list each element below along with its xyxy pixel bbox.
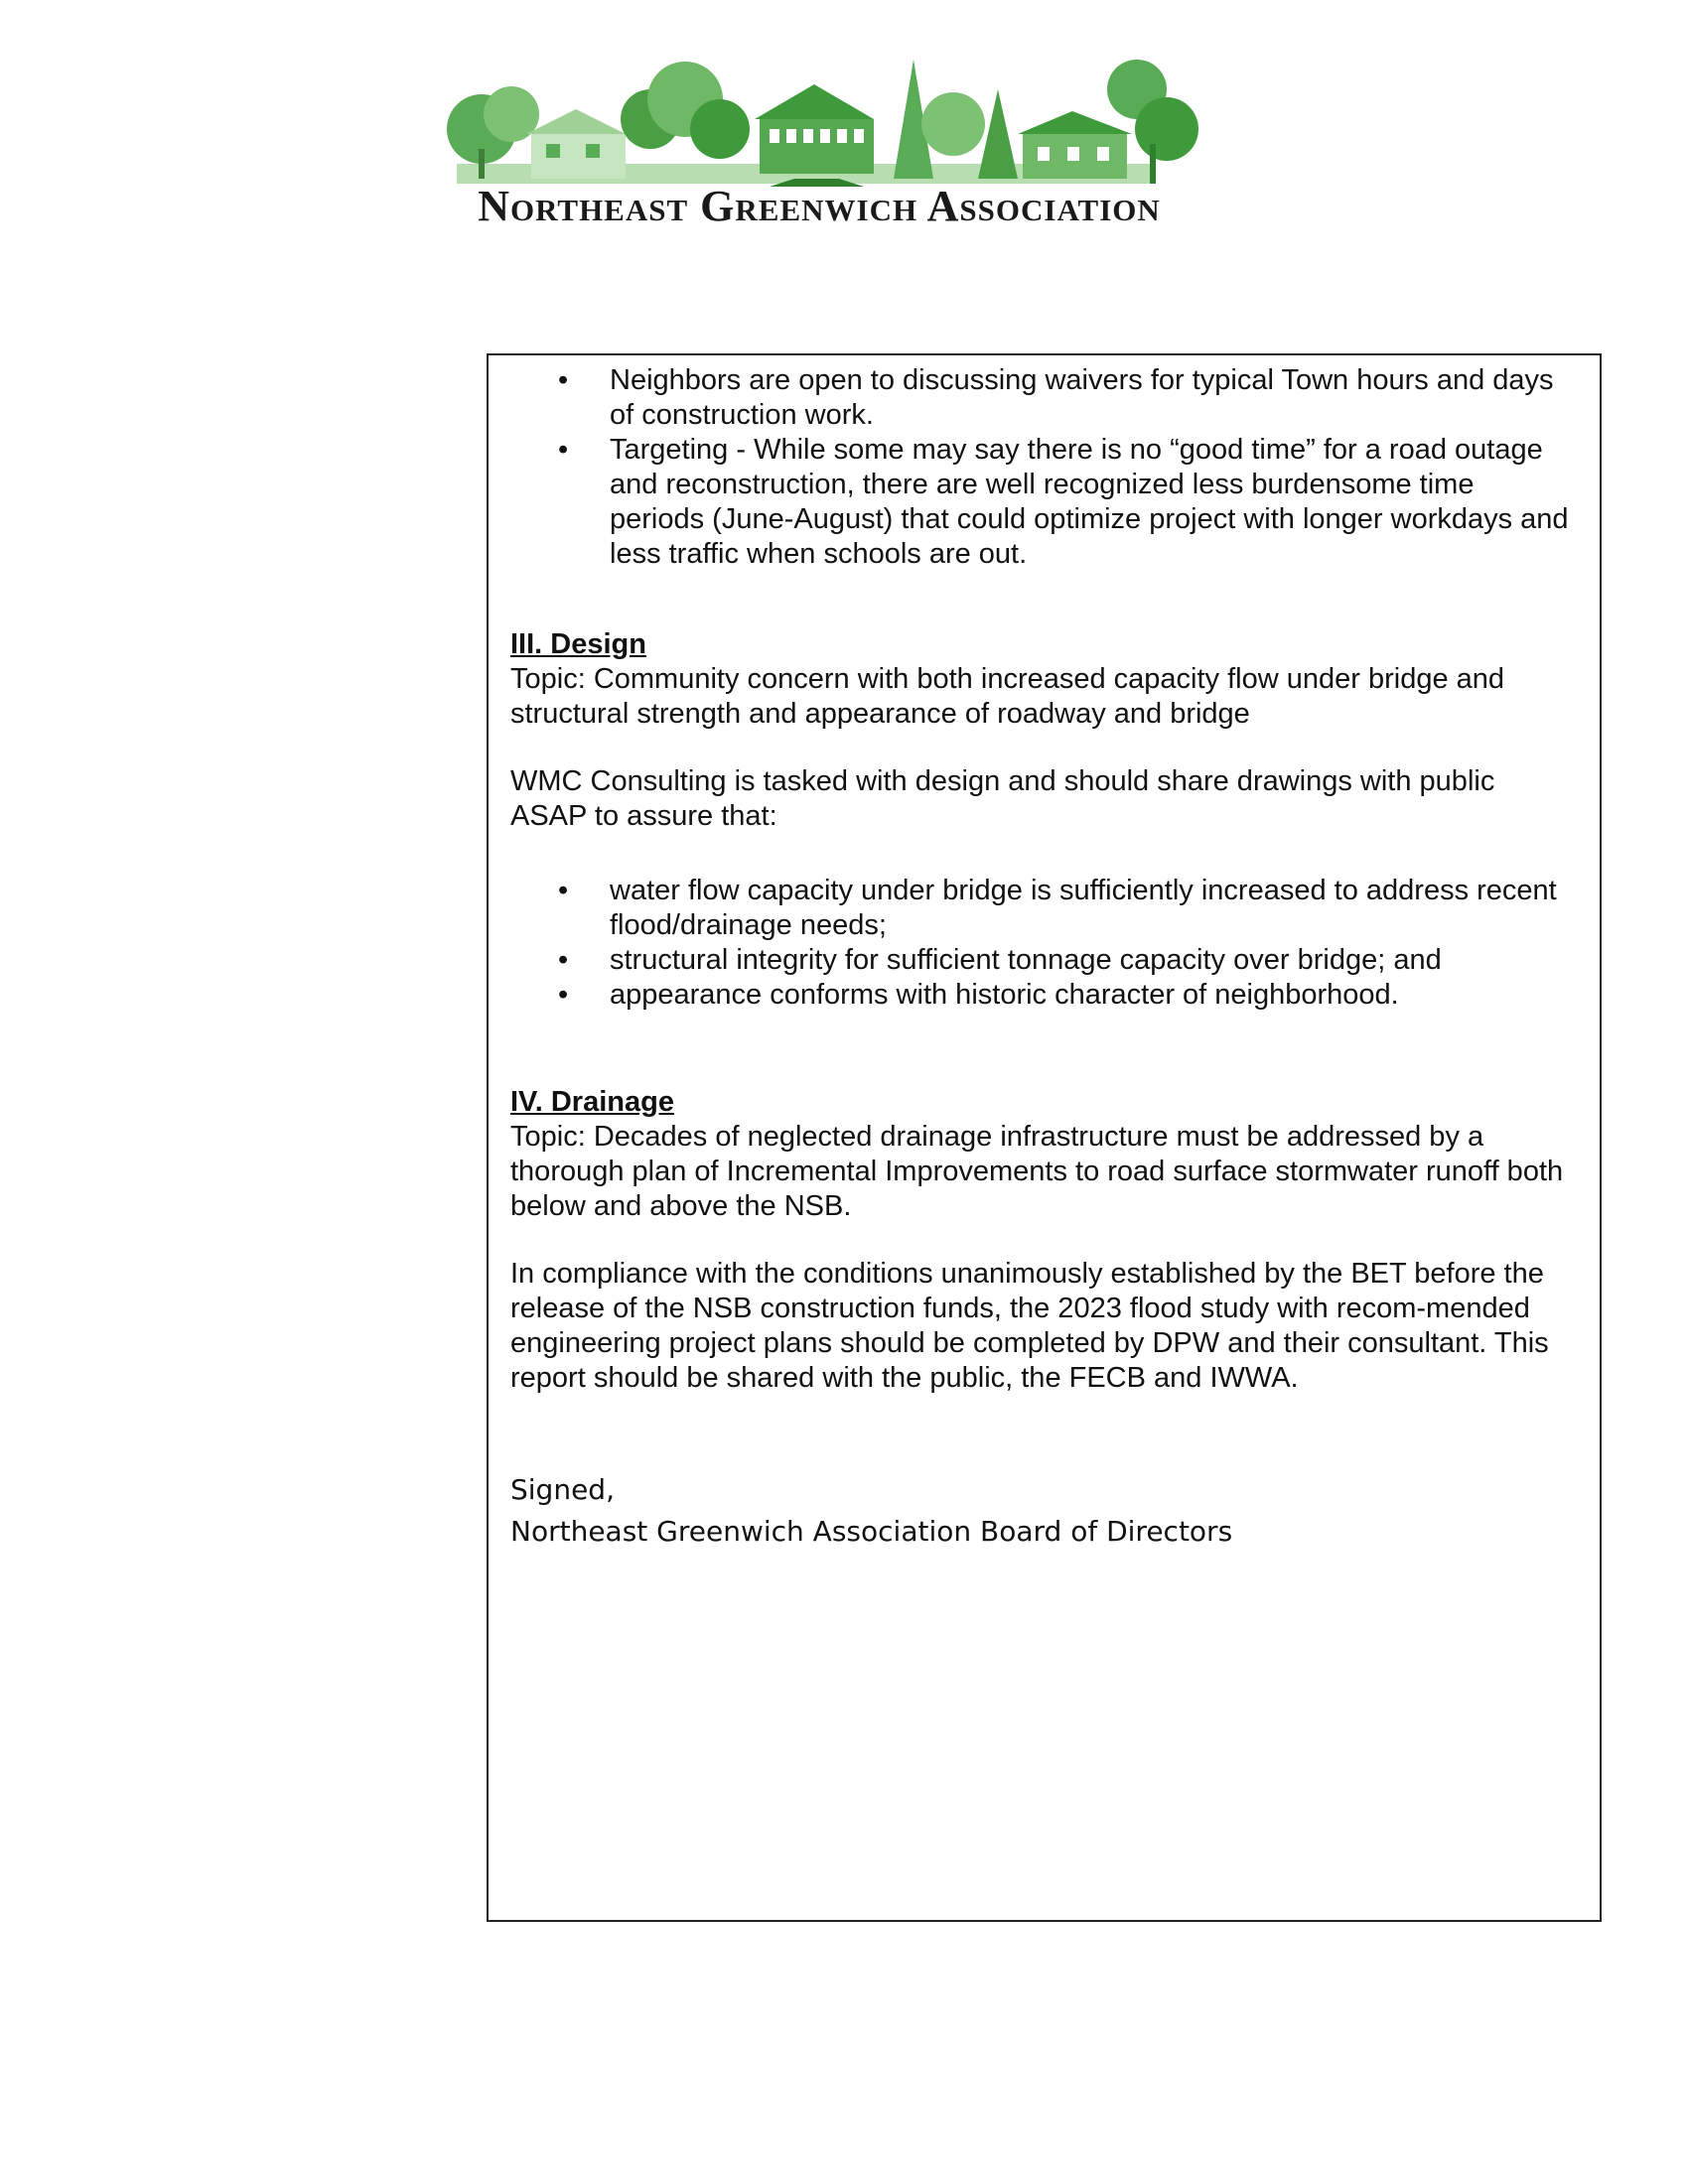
design-heading: III. Design (510, 628, 646, 660)
drainage-heading: IV. Drainage (510, 1086, 674, 1118)
list-item: • Targeting - While some may say there is no “good time” for a road outage and reconstruction, there are well recognized less burdensome time periods (June-August) that could optimize project with longer workdays and less traffic when schools are out. (610, 433, 1573, 572)
drainage-topic: Topic: Decades of neglected drainage infrastructure must be addressed by a thorough plan of Incremental Improvements to road surface stormwater runoff both below and above the NSB. (510, 1121, 1564, 1222)
letterhead (382, 60, 1256, 248)
intro-bullet-list (510, 363, 1573, 572)
drainage-paragraph: In compliance with the conditions unanimously established by the BET before the release of the NSB construction funds, the 2023 flood study with recom-mended engineering project plans should be completed by DPW and their consultant. This report should be shared with the public, the FECB and IWWA. (510, 1258, 1549, 1394)
design-paragraph: WMC Consulting is tasked with design and should share drawings with public ASAP to assure that: (510, 765, 1495, 832)
list-item: • structural integrity for sufficient tonnage capacity over bridge; and (610, 943, 1573, 978)
signature-salutation: Signed, (510, 1473, 615, 1506)
content-box (487, 353, 1602, 1922)
organization-name: Northeast Greenwich Association (478, 182, 1161, 230)
document-body (510, 363, 1573, 1553)
design-topic: Topic: Community concern with both increased capacity flow under bridge and structural strength and appearance of roadway and bridge (510, 663, 1505, 730)
design-bullet-list (510, 874, 1573, 1013)
signature-block (510, 1469, 1573, 1553)
list-item: • Neighbors are open to discussing waivers for typical Town hours and days of construction work. (610, 363, 1573, 433)
neighborhood-trees-houses-logo (437, 60, 1201, 189)
signature-name: Northeast Greenwich Association Board of Directors (510, 1515, 1233, 1548)
list-item: • appearance conforms with historic character of neighborhood. (610, 978, 1573, 1013)
list-item: • water flow capacity under bridge is sufficiently increased to address recent flood/drainage needs; (610, 874, 1573, 943)
